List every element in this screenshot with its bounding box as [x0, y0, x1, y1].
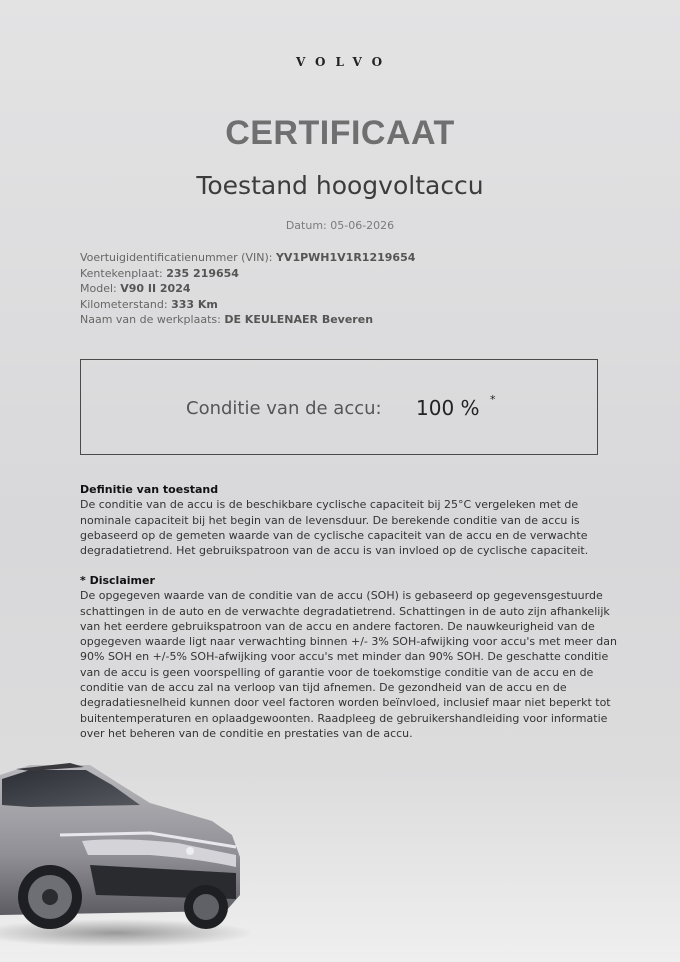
- model-label: Model:: [80, 282, 117, 295]
- battery-condition-box: [80, 359, 598, 455]
- definition-heading: Definitie van toestand: [80, 483, 219, 496]
- mileage-value: 333 Km: [171, 297, 218, 311]
- brand-logo: VOLVO: [295, 55, 393, 69]
- plate-value: 235 219654: [166, 266, 239, 280]
- page-subtitle: Toestand hoogvoltaccu: [196, 171, 484, 200]
- condition-value: 100 %: [416, 396, 480, 420]
- disclaimer-marker: *: [490, 393, 496, 406]
- mileage-row: [80, 297, 415, 313]
- vin-label: Voertuigidentificatienummer (VIN):: [80, 251, 273, 264]
- vehicle-details: [80, 250, 415, 328]
- definition-text: De conditie van de accu is de beschikbare cyclische capaciteit bij 25°C vergeleken met de nominale capaciteit bij het begin van de levensduur. De berekende conditie van de accu is gebaseerd op de gemeten waarde van de cyclische capaciteit van de accu en de verwachte degradatietrend. Het gebruikspatroon van de accu is van invloed op de cyclische capaciteit.: [80, 498, 589, 558]
- disclaimer-section: [80, 573, 620, 741]
- mileage-label: Kilometerstand:: [80, 297, 168, 311]
- workshop-label: Naam van de werkplaats:: [80, 313, 221, 326]
- certificate-date: Datum: 05-06-2026: [285, 219, 395, 232]
- page-title: CERTIFICAAT: [225, 114, 455, 152]
- vin-row: [80, 250, 415, 266]
- plate-row: [80, 266, 415, 282]
- definition-section: [80, 482, 620, 558]
- vin-value: YV1PWH1V1R1219654: [275, 251, 416, 264]
- model-value: V90 II 2024: [120, 282, 191, 295]
- disclaimer-text: De opgegeven waarde van de conditie van de accu (SOH) is gebaseerd op gegevensgestuurde schattingen in de auto en de verwachte degradatietrend. Schattingen in de auto zijn afhankelijk van het eerdere gebruikspatroon van de accu en andere factoren. De nauwkeurigheid van de opgegeven waarde ligt naar verwachting binnen +/- 3% SOH-afwijking voor accu's met meer dan 90% SOH en +/-5% SOH-afwijking voor accu's met minder dan 90% SOH. De geschatte conditie van de accu is geen voorspelling of garantie voor de toekomstige conditie van de accu en de conditie van de accu zal na verloop van tijd afnemen. De gezondheid van de accu en de degradatiesnelheid kunnen door veel factoren worden beïnvloed, inclusief maar niet beperkt tot buitentemperaturen en oplaadgewoonten. Raadpleeg de gebruikershandleiding voor informatie over het beheren van de conditie en prestaties van de accu.: [80, 589, 617, 740]
- disclaimer-heading: * Disclaimer: [80, 574, 155, 587]
- model-row: [80, 281, 415, 297]
- car-image: [0, 755, 250, 955]
- condition-label: Conditie van de accu:: [186, 398, 382, 419]
- workshop-value: DE KEULENAER Beveren: [224, 313, 374, 326]
- workshop-row: [80, 312, 415, 328]
- plate-label: Kentekenplaat:: [80, 266, 163, 280]
